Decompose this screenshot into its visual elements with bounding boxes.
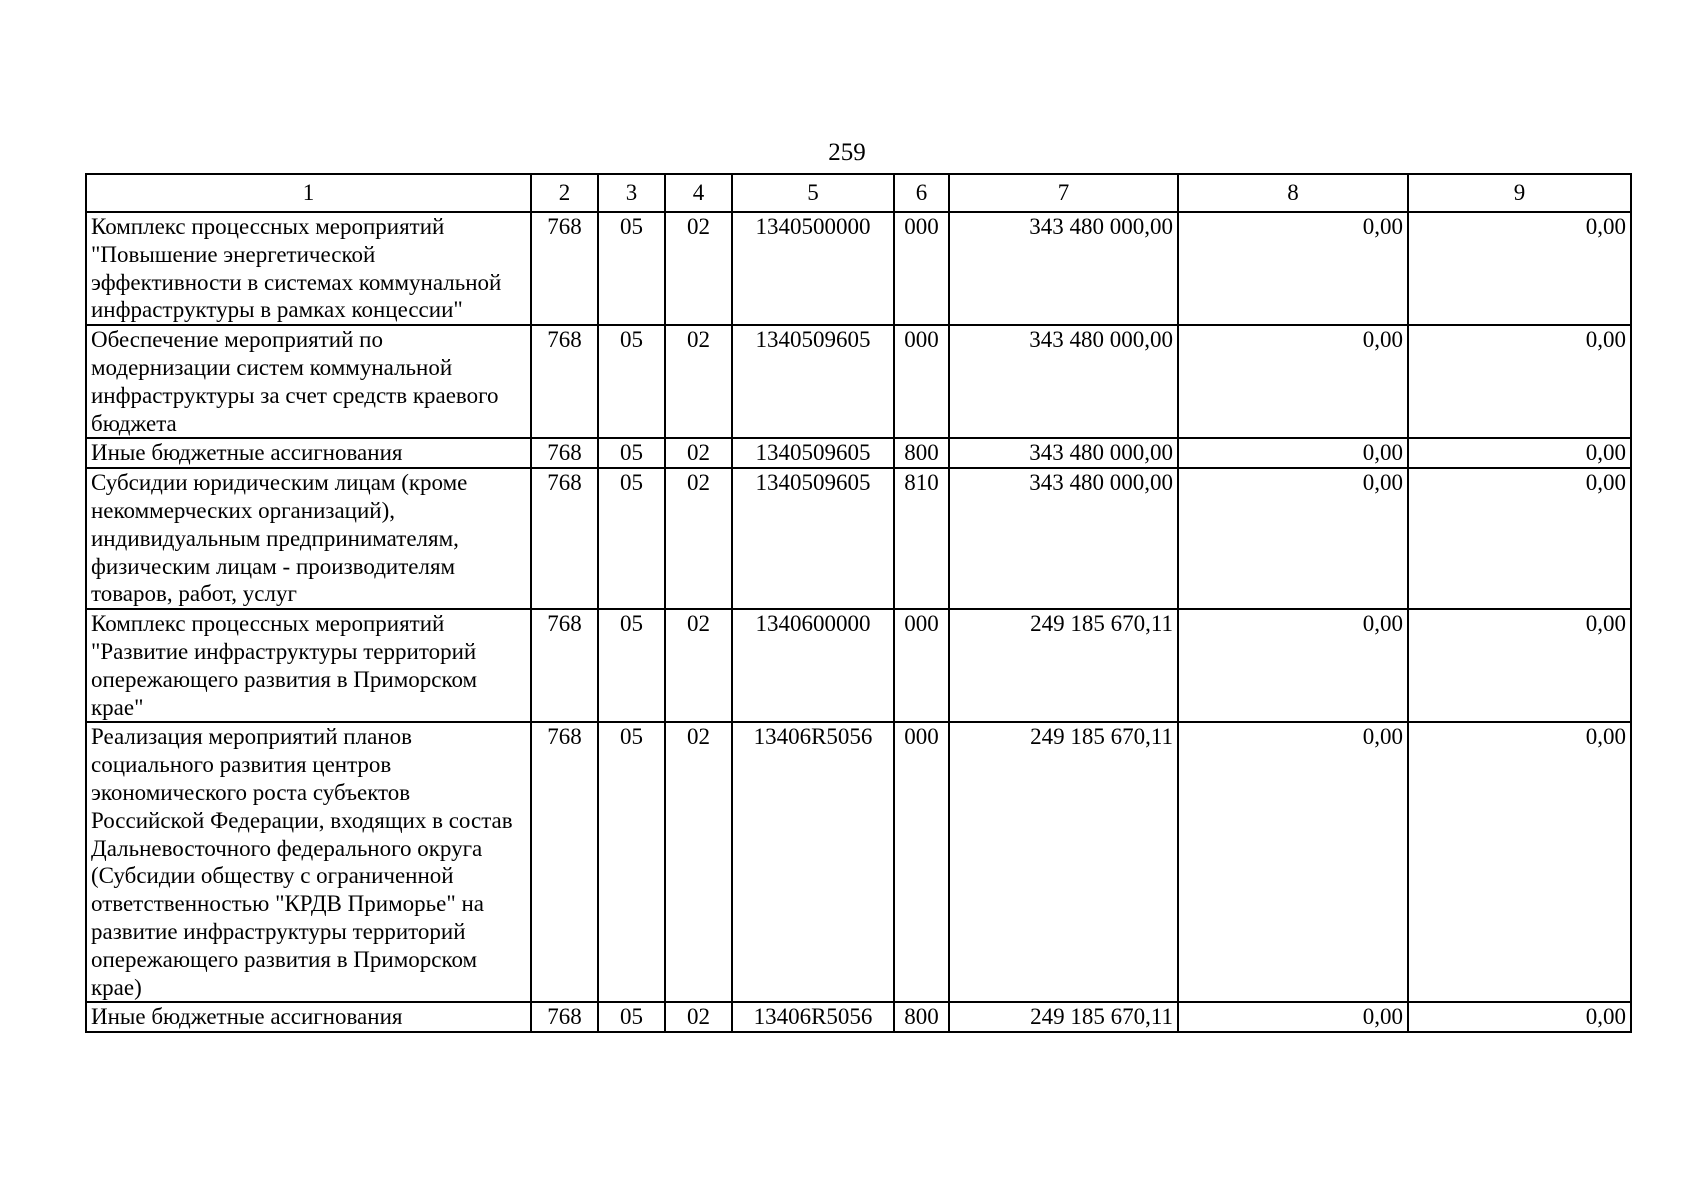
column-header-9: 9: [1408, 174, 1631, 212]
row-amount-9: 0,00: [1408, 609, 1631, 722]
column-header-1: 1: [86, 174, 531, 212]
column-header-7: 7: [949, 174, 1178, 212]
column-header-8: 8: [1178, 174, 1408, 212]
column-header-3: 3: [598, 174, 665, 212]
row-amount-8: 0,00: [1178, 325, 1408, 438]
row-amount-7: 249 185 670,11: [949, 722, 1178, 1002]
row-code-5: 1340509605: [732, 325, 894, 438]
row-code-2: 768: [531, 609, 598, 722]
row-amount-8: 0,00: [1178, 722, 1408, 1002]
row-amount-8: 0,00: [1178, 212, 1408, 325]
row-code-6: 800: [894, 1002, 949, 1032]
header-row: [86, 174, 1631, 212]
row-code-2: 768: [531, 325, 598, 438]
row-name: Иные бюджетные ассигнования: [86, 1002, 531, 1032]
row-name: Субсидии юридическим лицам (кроме некоммерческих организаций), индивидуальным предпринимателям, физическим лицам - производителям товаров, работ, услуг: [86, 468, 531, 609]
row-amount-7: 343 480 000,00: [949, 212, 1178, 325]
row-code-2: 768: [531, 722, 598, 1002]
row-amount-9: 0,00: [1408, 1002, 1631, 1032]
row-amount-9: 0,00: [1408, 468, 1631, 609]
row-name: Комплекс процессных мероприятий "Развитие инфраструктуры территорий опережающего развития в Приморском крае": [86, 609, 531, 722]
row-code-4: 02: [665, 722, 732, 1002]
row-code-3: 05: [598, 609, 665, 722]
table-row: [86, 212, 1631, 325]
row-name: Комплекс процессных мероприятий "Повышение энергетической эффективности в системах коммунальной инфраструктуры в рамках концессии": [86, 212, 531, 325]
row-amount-7: 249 185 670,11: [949, 609, 1178, 722]
row-code-5: 13406R5056: [732, 1002, 894, 1032]
table-row: [86, 722, 1631, 1002]
row-code-6: 800: [894, 438, 949, 468]
row-amount-7: 249 185 670,11: [949, 1002, 1178, 1032]
budget-table: [85, 173, 1632, 1033]
row-amount-7: 343 480 000,00: [949, 438, 1178, 468]
row-amount-7: 343 480 000,00: [949, 468, 1178, 609]
row-code-2: 768: [531, 1002, 598, 1032]
table-row: [86, 609, 1631, 722]
row-code-4: 02: [665, 438, 732, 468]
row-code-6: 000: [894, 325, 949, 438]
row-amount-8: 0,00: [1178, 1002, 1408, 1032]
row-code-4: 02: [665, 1002, 732, 1032]
row-code-3: 05: [598, 468, 665, 609]
row-amount-9: 0,00: [1408, 212, 1631, 325]
row-amount-7: 343 480 000,00: [949, 325, 1178, 438]
row-code-6: 000: [894, 722, 949, 1002]
row-code-4: 02: [665, 609, 732, 722]
table-row: [86, 438, 1631, 468]
row-code-6: 810: [894, 468, 949, 609]
row-name: Реализация мероприятий планов социального развития центров экономического роста субъектов Российской Федерации, входящих в состав Дальневосточного федерального округа (Субсидии обществу с ограниченной ответственностью "КРДВ Приморье" на развитие инфраструктуры территорий опережающего развития в Приморском крае): [86, 722, 531, 1002]
column-header-6: 6: [894, 174, 949, 212]
row-code-5: 1340509605: [732, 468, 894, 609]
table-row: [86, 325, 1631, 438]
row-code-2: 768: [531, 212, 598, 325]
column-header-2: 2: [531, 174, 598, 212]
row-amount-8: 0,00: [1178, 468, 1408, 609]
row-code-3: 05: [598, 212, 665, 325]
row-code-2: 768: [531, 438, 598, 468]
row-code-6: 000: [894, 609, 949, 722]
row-code-2: 768: [531, 468, 598, 609]
row-amount-8: 0,00: [1178, 609, 1408, 722]
row-code-5: 1340509605: [732, 438, 894, 468]
column-header-4: 4: [665, 174, 732, 212]
page-number: 259: [828, 139, 866, 166]
row-amount-8: 0,00: [1178, 438, 1408, 468]
row-code-4: 02: [665, 468, 732, 609]
column-header-5: 5: [732, 174, 894, 212]
row-code-5: 13406R5056: [732, 722, 894, 1002]
row-code-6: 000: [894, 212, 949, 325]
row-code-5: 1340500000: [732, 212, 894, 325]
table-row: [86, 1002, 1631, 1032]
row-amount-9: 0,00: [1408, 722, 1631, 1002]
row-code-4: 02: [665, 325, 732, 438]
row-code-3: 05: [598, 1002, 665, 1032]
row-name: Обеспечение мероприятий по модернизации систем коммунальной инфраструктуры за счет средств краевого бюджета: [86, 325, 531, 438]
row-code-3: 05: [598, 325, 665, 438]
row-amount-9: 0,00: [1408, 325, 1631, 438]
row-code-4: 02: [665, 212, 732, 325]
row-name: Иные бюджетные ассигнования: [86, 438, 531, 468]
row-code-3: 05: [598, 438, 665, 468]
table-row: [86, 468, 1631, 609]
row-code-3: 05: [598, 722, 665, 1002]
row-amount-9: 0,00: [1408, 438, 1631, 468]
row-code-5: 1340600000: [732, 609, 894, 722]
